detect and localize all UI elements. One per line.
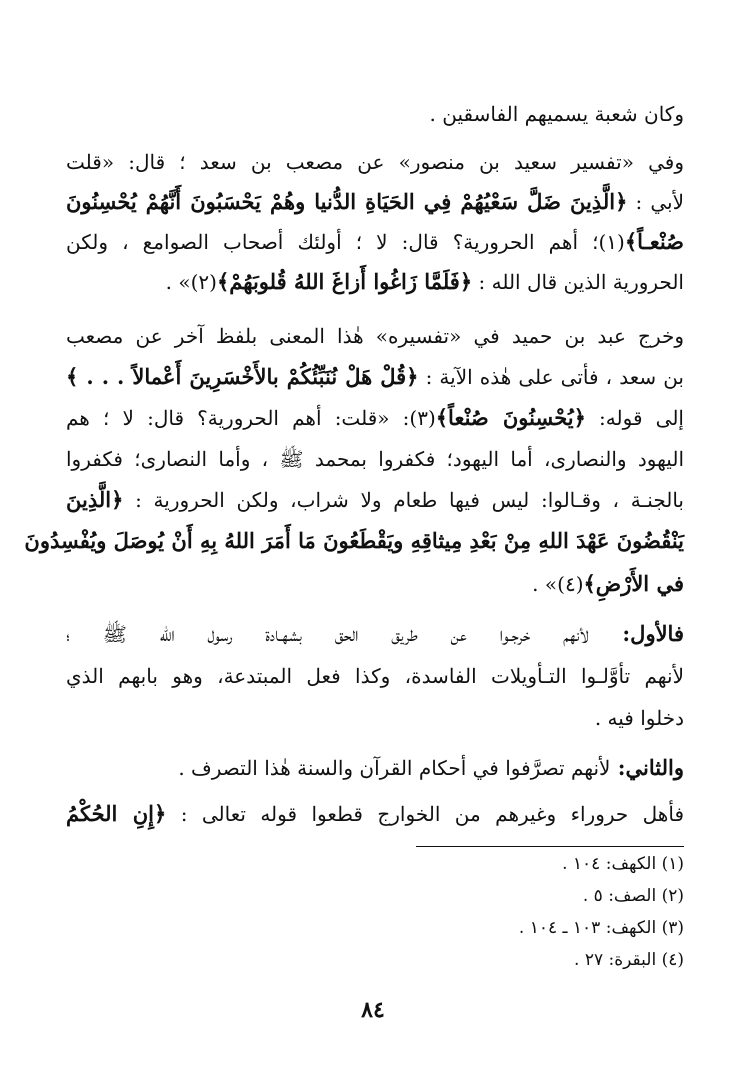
text-span: (١)؛ أهم الحرورية؟ قال: لا ؛ أولئك أصحاب الصوامع ، ولكن xyxy=(66,230,625,254)
quran-verse: ﴿يُحْسِنُونَ صُنْعاً﴾ xyxy=(435,405,586,430)
text-span: (٣): «قلت: أهم الحرورية؟ قال: لا ؛ هم xyxy=(66,406,436,430)
text-span: الحرورية الذين قال الله : xyxy=(472,270,684,294)
text-span: لأنهم تصرَّفوا في أحكام القرآن والسنة هٰذا التصرف . xyxy=(178,756,611,780)
quran-verse: صُنْعـاً﴾ xyxy=(624,229,684,254)
quran-verse: في الأَرْضِ﴾ xyxy=(583,571,684,596)
text-line-9: اليهود والنصارى، أما اليهود؛ فكفروا بمحمد ﷺ ، وأما النصارى؛ فكفروا xyxy=(66,447,684,471)
text-line-6: وخرج عبد بن حميد في «تفسيره» هٰذا المعنى بلفظ آخر عن مصعب xyxy=(66,324,684,348)
text-line-14: لأنهم تأوَّلـوا التـأويلات الفاسدة، وكذا فعل المبتدعة، وهو بابهم الذي xyxy=(66,664,684,688)
footnote-3: (٣) الكهف: ١٠٣ ـ ١٠٤ . xyxy=(518,918,684,938)
text-span: (٢)» . xyxy=(165,270,217,294)
point-label: والثاني: xyxy=(610,755,684,780)
footnotes xyxy=(300,0,684,990)
quran-verse-line: يَنْقُضُونَ عَهْدَ اللهِ مِنْ بَعْدِ مِيثاقِهِ ويَقْطَعُونَ مَا أَمَرَ اللهُ بِهِ أَنْ يُوصَلَ ويُفْسِدُونَ xyxy=(24,528,684,553)
text-line-2: وفي «تفسير سعيد بن منصور» عن مصعب بن سعد ؛ قال: «قلت xyxy=(66,150,684,174)
footnote-1: (١) الكهف: ١٠٤ . xyxy=(562,854,684,874)
text-line-15: دخلوا فيه . xyxy=(594,706,684,730)
text-span: لأنهم خرجـوا عن طريق الحق بشهـادة رسول الله ﷺ ؛ xyxy=(66,622,589,646)
text-line-1: وكان شعبة يسميهم الفاسقين . xyxy=(429,102,684,126)
page-number: ٨٤ xyxy=(361,997,385,1023)
quran-verse: ﴿فَلَمَّا زَاغُوا أَزاغَ اللهُ قُلوبَهُمْ﴾ xyxy=(216,269,473,294)
text-span: بن سعد ، فأتى على هٰذه الآية : xyxy=(418,365,684,389)
text-span: إلى قوله: xyxy=(585,406,684,430)
point-label: فالأول: xyxy=(588,621,684,646)
text-span: (٤)» . xyxy=(532,572,584,596)
quran-verse: ﴿إِنِ الحُكْمُ xyxy=(66,801,167,826)
footnote-2: (٢) الصف: ٥ . xyxy=(582,886,684,906)
quran-verse: ﴿الَّذِينَ xyxy=(66,487,124,512)
footnote-4: (٤) البقرة: ٢٧ . xyxy=(574,950,684,970)
text-span: لأبي : xyxy=(627,190,684,214)
quran-verse: ﴿قُلْ هَلْ نُنَبِّئُكُمْ بالأَخْسَرِينَ أَعْمالاً . . . ﴾ xyxy=(66,364,419,389)
quran-verse: ﴿الَّذِينَ ضَلَّ سَعْيُهُمْ فِي الحَيَاةِ الدُّنيا وهُمْ يَحْسَبُونَ أَنَّهُمْ يُحْسِنُونَ xyxy=(66,189,628,214)
text-span: بالجنـة ، وقـالوا: ليس فيها طعام ولا شراب، ولكن الحرورية : xyxy=(123,488,684,512)
text-span: فأهل حروراء وغيرهم من الخوارج قطعوا قوله تعالى : xyxy=(166,802,685,826)
